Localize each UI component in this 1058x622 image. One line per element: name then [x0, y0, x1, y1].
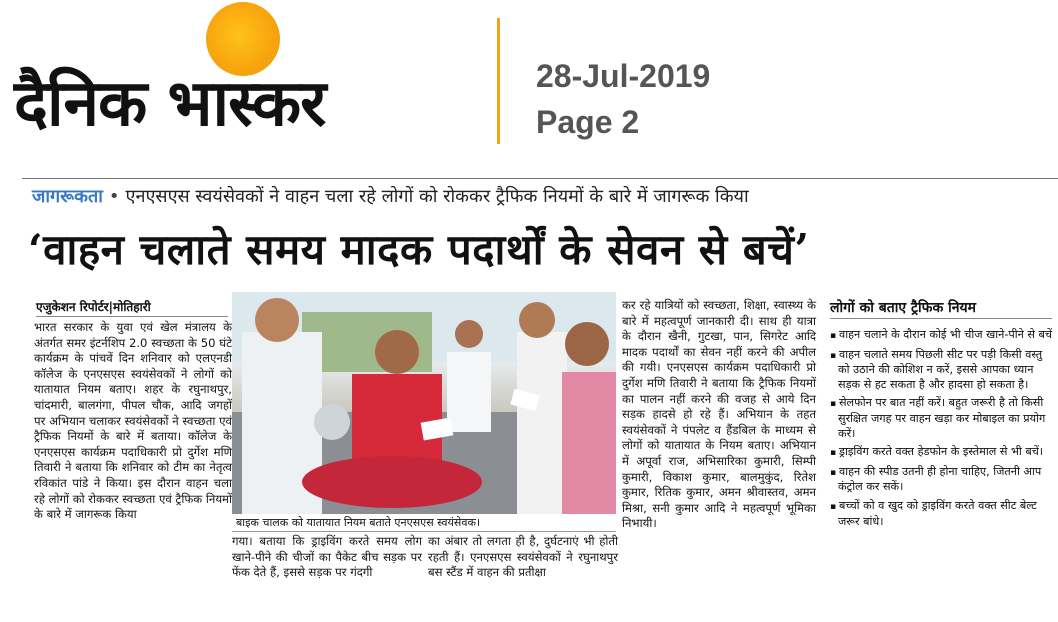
byline: एजुकेशन रिपोर्टर|मोतिहारी — [36, 300, 151, 314]
newspaper-logo: दैनिक भास्कर — [14, 67, 326, 141]
page-number: Page 2 — [536, 104, 640, 140]
clip-top-rule — [22, 178, 1058, 179]
news-clipping — [22, 178, 1058, 618]
article-column-1: भारत सरकार के युवा एवं खेल मंत्रालय के अंतर्गत समर इंटर्नशिप 2.0 स्वच्छता के 50 घंटे कार्यक्रम के पांचवें दिन शनिवार को एलएनडी कॉलेज के एनएसएस स्वयंसेवकों ने लोगों को यातायात नियम बताए। शहर के रघुनाथपुर, चांदमारी, बालगंगा, पीपल चौक, आदि जगहों पर अभियान चलाकर स्वयंसेवकों ने स्वच्छता एवं ट्रैफिक नियमों के बारे में बताया। कॉलेज के एनएसएस कार्यक्रम पदाधिकारी प्रो दुर्गेश मणि तिवारी ने बताया कि शनिवार को टीम का नेतृत्व रविकांत पांडे ने किया। इस दौरान वाहन चला रहे लोगों को रोककर स्वच्छता एवं ट्रैफिक नियमों के बारे में जागरूक किया — [34, 320, 232, 522]
news-photo — [232, 292, 616, 514]
tip-item: ▪ सेलफोन पर बात नहीं करें। बहुत जरूरी है तो किसी सुरक्षित जगह पर वाहन खड़ा कर मोबाइल का प्रयोग करें। — [830, 396, 1052, 441]
tip-item: ▪ वाहन की स्पीड उतनी ही होना चाहिए, जितनी आप कंट्रोल कर सकें। — [830, 465, 1052, 495]
kicker-tag: जागरूकता — [32, 186, 103, 207]
tips-list — [830, 328, 1052, 533]
headline: ‘वाहन चलाते समय मादक पदार्थों के सेवन से बचें’ — [28, 225, 810, 274]
news-photo-illustration — [232, 292, 616, 514]
tip-item: ▪ वाहन चलाते समय पिछली सीट पर पड़ी किसी वस्तु को उठाने की कोशिश न करें, इससे आपका ध्यान सड़क से हट सकता है और हादसा हो सकता है। — [830, 348, 1052, 393]
tips-box-title: लोगों को बताए ट्रैफिक नियम — [830, 300, 976, 316]
edition-date: 28-Jul-2019 — [536, 58, 711, 94]
kicker-separator: • — [108, 186, 120, 207]
kicker-line — [32, 184, 749, 208]
byline-rule — [36, 316, 228, 317]
tip-item: ▪ बच्चों को व खुद को ड्राइविंग करते वक्त सीट बेल्ट जरूर बांधे। — [830, 499, 1052, 529]
masthead-divider — [497, 18, 500, 144]
tip-item: ▪ ड्राइविंग करते वक्त हेडफोन के इस्तेमाल से भी बचें। — [830, 445, 1052, 461]
article-column-4: कर रहे यात्रियों को स्वच्छता, शिक्षा, स्वास्थ्य के बारे में महत्वपूर्ण जानकारी दी। साथ ही यात्रा के दौरान खैनी, गुटखा, पान, सिगरेट आदि मादक पदार्थों का सेवन नहीं करने की अपील की गयी। एनएसएस कार्यक्रम पदाधिकारी प्रो दुर्गेश मणि तिवारी ने बताया कि ट्रैफिक नियमों का पालन नहीं करने की वजह से आये दिन सड़क हादसे हो रहे हैं। अभियान के तहत स्वयंसेवकों ने पंपलेट व हैंडबिल के माध्यम से लोगों को यातायात के नियम बताए। अभियान में अपूर्वा राज, अभिसारिका कुमारी, सिम्पी कुमारी, विकाश कुमार, बालमुकुंद, रितेश कुमार, रितिक कुमार, अमन श्रीवास्तव, अमन मिश्रा, सनी कुमार आदि ने महत्वपूर्ण भूमिका निभायी। — [622, 298, 816, 531]
tip-item: ▪ वाहन चलाने के दौरान कोई भी चीज खाने-पीने से बचें — [830, 328, 1052, 344]
tips-box-rule — [830, 318, 1052, 319]
article-column-2: गया। बताया कि ड्राइविंग करते समय लोग खाने-पीने की चीजों का पैकेट बीच सड़क पर फेंक देते हैं, इससे सड़क पर गंदगी — [232, 534, 422, 580]
kicker-deck: एनएसएस स्वयंसेवकों ने वाहन चला रहे लोगों को रोककर ट्रैफिक नियमों के बारे में जागरूक किया — [125, 186, 749, 207]
article-column-3: का अंबार तो लगता ही है, दुर्घटनाएं भी होती रहती हैं। एनएसएस स्वयंसेवकों ने रघुनाथपुर बस स्टैंड में वाहन की प्रतीक्षा — [428, 534, 618, 580]
photo-caption: बाइक चालक को यातायात नियम बताते एनएसएस स्वयंसेवक। — [232, 514, 616, 532]
